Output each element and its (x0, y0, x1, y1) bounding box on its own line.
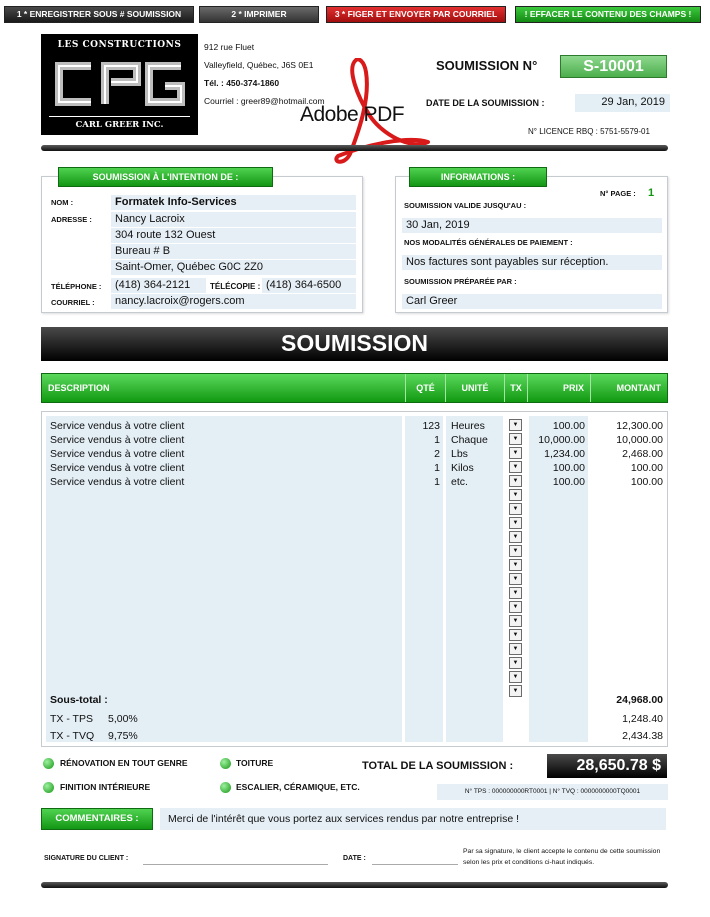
row-description[interactable]: Service vendus à votre client (50, 434, 185, 446)
prepare-field[interactable]: Carl Greer (402, 294, 662, 309)
telecopie-label: TÉLÉCOPIE : (210, 282, 261, 291)
comments-tag: COMMENTAIRES : (41, 808, 153, 830)
page-number: 1 (648, 187, 655, 199)
row-description[interactable]: Service vendus à votre client (50, 476, 185, 488)
total-label: TOTAL DE LA SOUMISSION : (362, 760, 514, 772)
subtotal-value: 24,968.00 (616, 694, 663, 706)
tps-rate: 5,00% (108, 713, 138, 725)
company-logo (41, 34, 198, 135)
client-fax-field[interactable]: (418) 364-6500 (262, 278, 356, 293)
modalites-field[interactable]: Nos factures sont payables sur réception. (402, 255, 662, 270)
row-unite[interactable]: Lbs (451, 448, 468, 460)
row-description[interactable]: Service vendus à votre client (50, 462, 185, 474)
valide-label: SOUMISSION VALIDE JUSQU'AU : (404, 201, 527, 210)
soumission-number-label: SOUMISSION N° (436, 58, 538, 73)
row-qte[interactable]: 1 (434, 462, 440, 474)
tps-value: 1,248.40 (622, 713, 663, 725)
total-value: 28,650.78 $ (547, 754, 667, 778)
client-email-field[interactable]: nancy.lacroix@rogers.com (111, 294, 356, 309)
service-escalier: ESCALIER, CÉRAMIQUE, ETC. (236, 782, 360, 792)
tax-select-dropdown[interactable]: ▼ (509, 447, 522, 459)
logo-top-text: LES CONSTRUCTIONS (57, 40, 182, 50)
soumission-date-field[interactable]: 29 Jan, 2019 (575, 94, 670, 112)
tax-select-dropdown[interactable]: ▼ (509, 685, 522, 697)
tax-select-dropdown[interactable]: ▼ (509, 419, 522, 431)
licence-rbq: N° LICENCE RBQ : 5751-5579-01 (528, 127, 650, 136)
soumission-number-field[interactable]: S-10001 (560, 55, 667, 78)
info-panel-tag: INFORMATIONS : (409, 167, 547, 187)
row-prix[interactable]: 100.00 (552, 462, 585, 474)
table-header (41, 373, 668, 403)
service-bullet-icon (220, 758, 231, 769)
logo-bottom-text: CARL GREER INC. (49, 116, 190, 130)
tax-select-dropdown[interactable]: ▼ (509, 461, 522, 473)
divider (41, 145, 668, 151)
client-address-line1[interactable]: Nancy Lacroix (111, 212, 356, 227)
modalites-label: NOS MODALITÉS GÉNÉRALES DE PAIEMENT : (404, 238, 573, 247)
row-montant: 100.00 (630, 476, 663, 488)
col-prix: PRIX (527, 374, 590, 402)
tax-select-dropdown[interactable]: ▼ (509, 671, 522, 683)
tax-select-dropdown[interactable]: ▼ (509, 531, 522, 543)
valide-date-field[interactable]: 30 Jan, 2019 (402, 218, 662, 233)
row-montant: 2,468.00 (622, 448, 663, 460)
tax-select-dropdown[interactable]: ▼ (509, 657, 522, 669)
tax-select-dropdown[interactable]: ▼ (509, 643, 522, 655)
save-as-button[interactable]: 1 * ENREGISTRER SOUS # SOUMISSION (4, 6, 194, 23)
col-qte: QTÉ (405, 374, 445, 402)
row-montant: 10,000.00 (616, 434, 663, 446)
telephone-label: TÉLÉPHONE : (51, 282, 102, 291)
row-qte[interactable]: 123 (422, 420, 440, 432)
tax-select-dropdown[interactable]: ▼ (509, 433, 522, 445)
tax-select-dropdown[interactable]: ▼ (509, 573, 522, 585)
row-prix[interactable]: 1,234.00 (544, 448, 585, 460)
tax-select-dropdown[interactable]: ▼ (509, 517, 522, 529)
courriel-label: COURRIEL : (51, 298, 95, 307)
items-table (41, 411, 668, 747)
page-title: SOUMISSION (41, 327, 668, 361)
client-address-line4[interactable]: Saint-Omer, Québec G0C 2Z0 (111, 260, 356, 275)
tax-select-dropdown[interactable]: ▼ (509, 503, 522, 515)
print-button[interactable]: 2 * IMPRIMER (199, 6, 319, 23)
tax-select-dropdown[interactable]: ▼ (509, 559, 522, 571)
col-unite: UNITÉ (445, 374, 504, 402)
service-bullet-icon (43, 758, 54, 769)
comments-field[interactable]: Merci de l'intérêt que vous portez aux services rendus par notre entreprise ! (160, 808, 666, 830)
service-renovation: RÉNOVATION EN TOUT GENRE (60, 758, 188, 768)
col-description: DESCRIPTION (48, 383, 110, 393)
col-tx: TX (504, 374, 527, 402)
tax-select-dropdown[interactable]: ▼ (509, 475, 522, 487)
company-address-line2: Valleyfield, Québec, J6S 0E1 (204, 60, 314, 70)
page-label: N° PAGE : (600, 189, 636, 198)
client-address-line3[interactable]: Bureau # B (111, 244, 356, 259)
row-description[interactable]: Service vendus à votre client (50, 448, 185, 460)
tvq-label: TX - TVQ (50, 730, 95, 742)
row-unite[interactable]: Kilos (451, 462, 474, 474)
tax-numbers: N° TPS : 000000000RT0001 | N° TVQ : 0000000000TQ0001 (437, 784, 668, 800)
prepare-label: SOUMISSION PRÉPARÉE PAR : (404, 277, 517, 286)
freeze-send-email-button[interactable]: 3 * FIGER ET ENVOYER PAR COURRIEL (326, 6, 506, 23)
service-bullet-icon (220, 782, 231, 793)
signature-note: Par sa signature, le client accepte le contenu de cette soumission selon les prix et conditions ci-haut indiqués. (463, 848, 661, 866)
row-prix[interactable]: 10,000.00 (538, 434, 585, 446)
client-panel-tag: SOUMISSION À L'INTENTION DE : (58, 167, 273, 187)
tps-label: TX - TPS (50, 713, 93, 725)
row-montant: 100.00 (630, 462, 663, 474)
soumission-date-label: DATE DE LA SOUMISSION : (426, 98, 545, 108)
row-prix[interactable]: 100.00 (552, 420, 585, 432)
row-prix[interactable]: 100.00 (552, 476, 585, 488)
col-montant: MONTANT (590, 374, 667, 402)
tax-select-dropdown[interactable]: ▼ (509, 489, 522, 501)
tvq-rate: 9,75% (108, 730, 138, 742)
row-unite[interactable]: Chaque (451, 434, 488, 446)
client-phone-field[interactable]: (418) 364-2121 (111, 278, 206, 293)
subtotal-label: Sous-total : (50, 694, 108, 706)
adresse-label: ADRESSE : (51, 215, 92, 224)
row-description[interactable]: Service vendus à votre client (50, 420, 185, 432)
crg-logo-icon (53, 60, 186, 108)
company-phone: Tél. : 450-374-1860 (204, 78, 280, 88)
client-address-line2[interactable]: 304 route 132 Ouest (111, 228, 356, 243)
signature-line[interactable] (143, 864, 328, 865)
adobe-pdf-watermark: Adobe PDF (300, 103, 405, 126)
company-address-line1: 912 rue Fluet (204, 42, 255, 52)
tax-select-dropdown[interactable]: ▼ (509, 587, 522, 599)
tax-select-dropdown[interactable]: ▼ (509, 615, 522, 627)
signature-label: SIGNATURE DU CLIENT : (44, 855, 129, 862)
row-qte[interactable]: 1 (434, 476, 440, 488)
nom-label: NOM : (51, 198, 74, 207)
row-unite[interactable]: Heures (451, 420, 485, 432)
tax-select-dropdown[interactable]: ▼ (509, 601, 522, 613)
footer-divider (41, 882, 668, 888)
client-name-field[interactable]: Formatek Info-Services (111, 195, 356, 210)
service-finition: FINITION INTÉRIEURE (60, 782, 151, 792)
row-qte[interactable]: 1 (434, 434, 440, 446)
tax-select-dropdown[interactable]: ▼ (509, 545, 522, 557)
row-unite[interactable]: etc. (451, 476, 468, 488)
service-bullet-icon (43, 782, 54, 793)
row-qte[interactable]: 2 (434, 448, 440, 460)
row-montant: 12,300.00 (616, 420, 663, 432)
tax-select-dropdown[interactable]: ▼ (509, 629, 522, 641)
service-toiture: TOITURE (236, 758, 274, 768)
signature-date-line[interactable] (372, 864, 458, 865)
clear-fields-button[interactable]: ! EFFACER LE CONTENU DES CHAMPS ! (515, 6, 701, 23)
signature-date-label: DATE : (343, 855, 366, 862)
company-email: Courriel : greer89@hotmail.com (204, 96, 325, 106)
tvq-value: 2,434.38 (622, 730, 663, 742)
